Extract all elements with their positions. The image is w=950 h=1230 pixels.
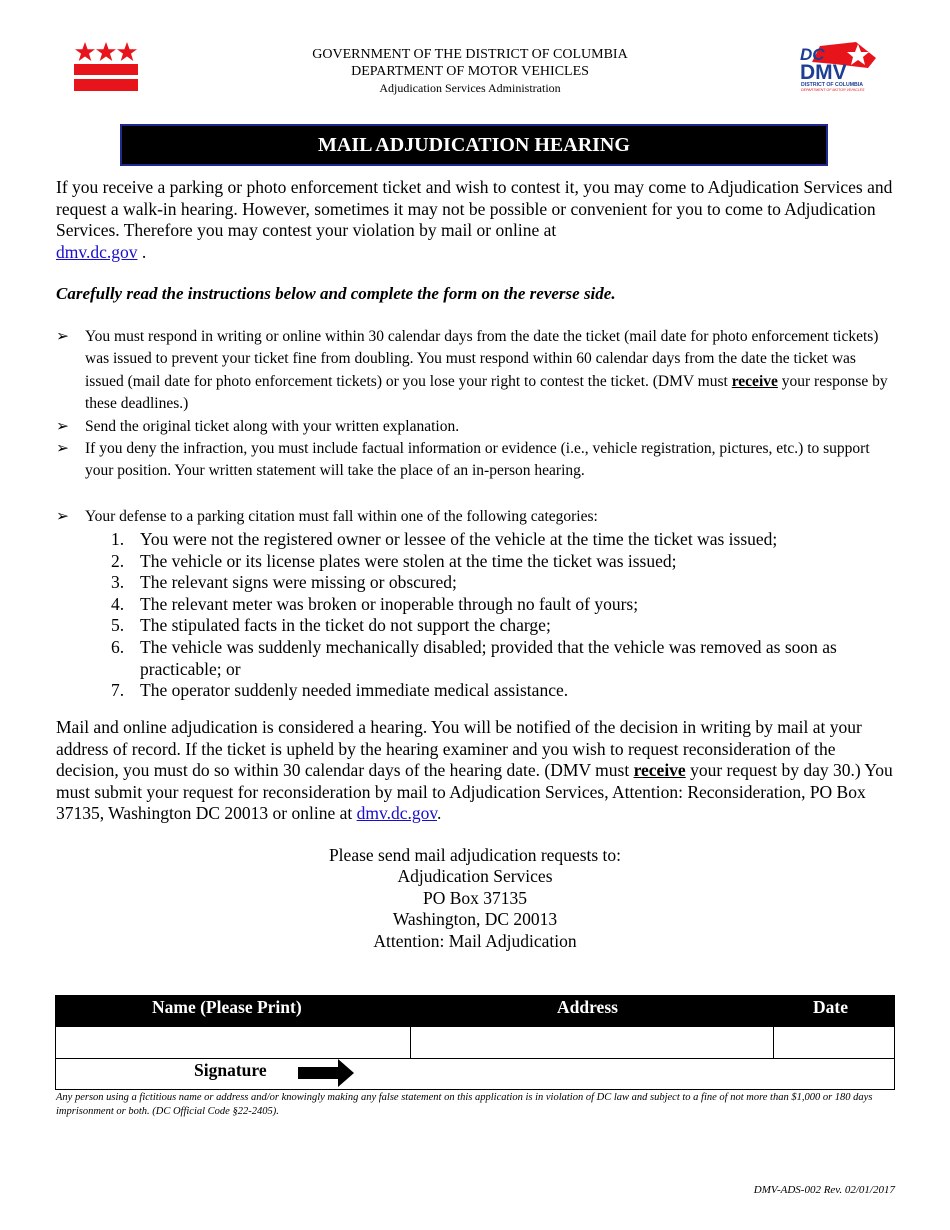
list-item <box>56 506 896 528</box>
bullet-1-receive: receive <box>731 372 778 390</box>
category-item: 4. The relevant meter was broken or inoperable through no fault of yours; <box>111 593 639 614</box>
recon-text: Mail and online adjudication is considered a hearing. You will be notified of the decision in writing by mail at your address of record. If the ticket is upheld by the hearing examiner and you wish to request reconsideration of the decision, you must do so within 30 calendar days of the hearing date. (DMV must <box>56 717 862 781</box>
signature-row[interactable] <box>55 1057 895 1090</box>
mailing-line-5: Attention: Mail Adjudication <box>373 930 577 951</box>
bullet-3-text: If you deny the infraction, you must include factual information or evidence (i.e., vehicle registration, pictures, etc.) to support your position. Your written statement will take the place of an in-person hearing. <box>85 440 870 480</box>
defense-categories-intro <box>56 506 896 528</box>
bullet-arrow-icon: ➢ <box>56 328 69 345</box>
col-address-header: Address <box>557 997 618 1017</box>
logo-dc-text: DC <box>800 45 825 64</box>
category-item: 6. The vehicle was suddenly mechanically disabled; provided that the vehicle was removed as soon as practicable; or <box>111 636 837 679</box>
bullet-2-text: Send the original ticket along with your written explanation. <box>85 417 460 435</box>
col-date-header: Date <box>813 997 848 1017</box>
category-item: 1. You were not the registered owner or lessee of the vehicle at the time the ticket was issued; <box>111 529 778 549</box>
bullet-1-text: You must respond in writing or online within 30 calendar days from the date the ticket (mail date for photo enforcement tickets) was issued to prevent your ticket fine from doubling. You must respond within 60 calendar days from the date the ticket was issued (mail date for photo enforcement tickets) or you lose your right to contest the ticket. (DMV must <box>85 328 879 390</box>
recon-end: . <box>436 803 442 824</box>
header-department: DEPARTMENT OF MOTOR VEHICLES <box>351 64 589 79</box>
recon-receive: receive <box>633 760 686 781</box>
header-government: GOVERNMENT OF THE DISTRICT OF COLUMBIA <box>312 47 628 62</box>
logo-dmv-text: DMV <box>800 61 847 84</box>
bullet-arrow-icon: ➢ <box>56 508 69 525</box>
mailing-line-4: Washington, DC 20013 <box>392 909 558 930</box>
dc-flag-logo <box>74 42 138 92</box>
date-field[interactable] <box>774 1027 893 1057</box>
address-field[interactable] <box>411 1027 772 1057</box>
form-revision-id: DMV-ADS-002 Rev. 02/01/2017 <box>753 1184 895 1196</box>
intro-paragraph <box>56 177 896 263</box>
logo-district-text: DISTRICT OF COLUMBIA <box>801 82 863 88</box>
mailing-address <box>0 845 950 952</box>
recon-dmv-link[interactable]: dmv.dc.gov <box>356 803 437 824</box>
form-header-row <box>55 995 895 1026</box>
flag-bar-2 <box>74 79 138 91</box>
list-item <box>56 326 896 416</box>
intro-text: If you receive a parking or photo enforcement ticket and wish to contest it, you may come to Adjudication Services and request a walk-in hearing. However, sometimes it may not be possible or convenient for you to come to Adjudication Services. Therefore you may contest your violation by mail or online at <box>56 177 893 241</box>
legal-disclaimer: Any person using a fictitious name or address and/or knowingly making any false statement on this application is in violation of DC law and subject to a fine of not more than $1,000 or 180 days imprisonment or both. (DC Official Code §22-2405). <box>56 1092 873 1117</box>
page-title: MAIL ADJUDICATION HEARING <box>120 124 828 166</box>
reconsideration-paragraph <box>56 717 896 825</box>
flag-bar-1 <box>74 64 138 75</box>
applicant-form <box>55 995 895 1091</box>
category-item: 5. The stipulated facts in the ticket do not support the charge; <box>111 615 551 636</box>
list-item <box>56 438 896 483</box>
category-item: 3. The relevant signs were missing or obscured; <box>111 572 457 593</box>
bullet-1-tail: your response by these deadlines.) <box>85 372 888 413</box>
recon-tail: your request by day 30.) You must submit your request for reconsideration by mail to Adjudication Services, Attention: Reconsideration, PO Box 37135, Washington DC 20013 or online at <box>56 760 893 824</box>
instruction-heading: Carefully read the instructions below and complete the form on the reverse side. <box>56 284 616 303</box>
header-administration: Adjudication Services Administration <box>379 81 561 95</box>
defense-categories-list <box>56 529 896 702</box>
signature-label: Signature <box>194 1060 267 1080</box>
bullet-arrow-icon: ➢ <box>56 440 69 458</box>
agency-header <box>250 46 690 97</box>
intro-end: . <box>137 241 147 262</box>
arrow-right-icon <box>296 1058 356 1088</box>
logo-dept-text: DEPARTMENT OF MOTOR VEHICLES <box>801 88 865 92</box>
col-name-header: Name (Please Print) <box>152 997 302 1017</box>
bullet-arrow-icon: ➢ <box>56 417 69 435</box>
flag-star-1 <box>75 42 95 61</box>
category-item: 7. The operator suddenly needed immediate medical assistance. <box>111 680 569 701</box>
name-field[interactable] <box>56 1027 409 1057</box>
mailing-line-2: Adjudication Services <box>397 866 553 887</box>
category-item: 2. The vehicle or its license plates were stolen at the time the ticket was issued; <box>111 550 677 571</box>
intro-dmv-link[interactable]: dmv.dc.gov <box>56 241 138 262</box>
list-item <box>56 416 896 438</box>
flag-star-2 <box>96 42 116 61</box>
dc-dmv-logo <box>798 40 878 92</box>
flag-star-3 <box>117 42 137 61</box>
requirements-list <box>56 326 896 483</box>
mailing-line-1: Please send mail adjudication requests to: <box>328 845 622 865</box>
bullet-4-text: Your defense to a parking citation must fall within one of the following categories: <box>85 508 598 525</box>
mailing-line-3: PO Box 37135 <box>422 887 528 908</box>
